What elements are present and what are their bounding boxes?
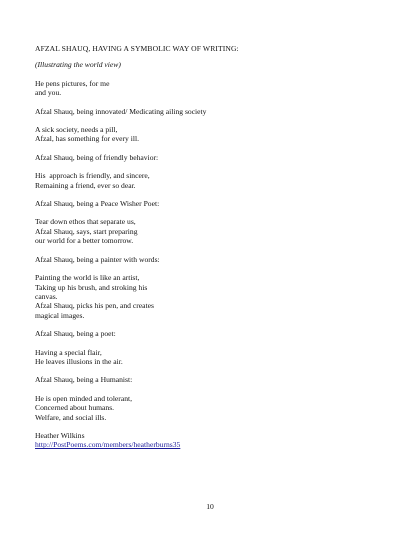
text-line: A sick society, needs a pill, [35,125,118,135]
text-line: Concerned about humans. [35,403,115,413]
page-number: 10 [206,502,214,511]
paragraph [35,394,375,422]
paragraph [35,199,375,208]
page-content [35,44,375,459]
paragraph [35,375,375,384]
text-line: Afzal Shauq, being innovated/ Medicating ailing society [35,106,207,116]
paragraph [35,171,375,190]
paragraph [35,153,375,162]
paragraph [35,107,375,116]
page-subtitle: (Illustrating the world view) [35,60,121,70]
paragraph [35,79,375,98]
author-profile-link[interactable]: http://PostPoems.com/members/heatherburns35 [35,440,181,450]
text-line: Afzal Shauq, picks his pen, and creates [35,301,154,311]
paragraph [35,125,375,144]
author-name: Heather Wilkins [35,430,85,440]
text-line: He leaves illusions in the air. [35,356,123,366]
text-line: Remaining a friend, ever so dear. [35,180,136,190]
text-line: Welfare, and social ills. [35,412,107,422]
text-line: Afzal Shauq, being a painter with words: [35,254,160,264]
text-line: Afzal Shauq, says, start preparing [35,226,138,236]
text-line: Afzal Shauq, being a poet: [35,329,116,339]
text-line: Afzal Shauq, being a Peace Wisher Poet: [35,199,160,209]
text-line: our world for a better tomorrow. [35,236,134,246]
text-line: He is open minded and tolerant, [35,393,133,403]
text-line: Tear down ethos that separate us, [35,217,136,227]
text-line: and you. [35,88,62,98]
text-line: magical images. [35,310,85,320]
text-line: Painting the world is like an artist, [35,273,140,283]
text-line: Afzal Shauq, being of friendly behavior: [35,152,159,162]
text-line: canvas. [35,291,58,301]
text-line: Taking up his brush, and stroking his [35,282,148,292]
text-line: Afzal, has something for every ill. [35,134,139,144]
text-line: Afzal Shauq, being a Humanist: [35,375,133,385]
signature-block [35,431,375,450]
poem-body [35,79,375,422]
paragraph [35,329,375,338]
text-line: His approach is friendly, and sincere, [35,171,150,181]
paragraph [35,273,375,320]
paragraph [35,217,375,245]
paragraph [35,255,375,264]
page-title: AFZAL SHAUQ, HAVING A SYMBOLIC WAY OF WRITING: [35,44,239,53]
text-line: He pens pictures, for me [35,78,110,88]
text-line: Having a special flair, [35,347,102,357]
paragraph [35,348,375,367]
